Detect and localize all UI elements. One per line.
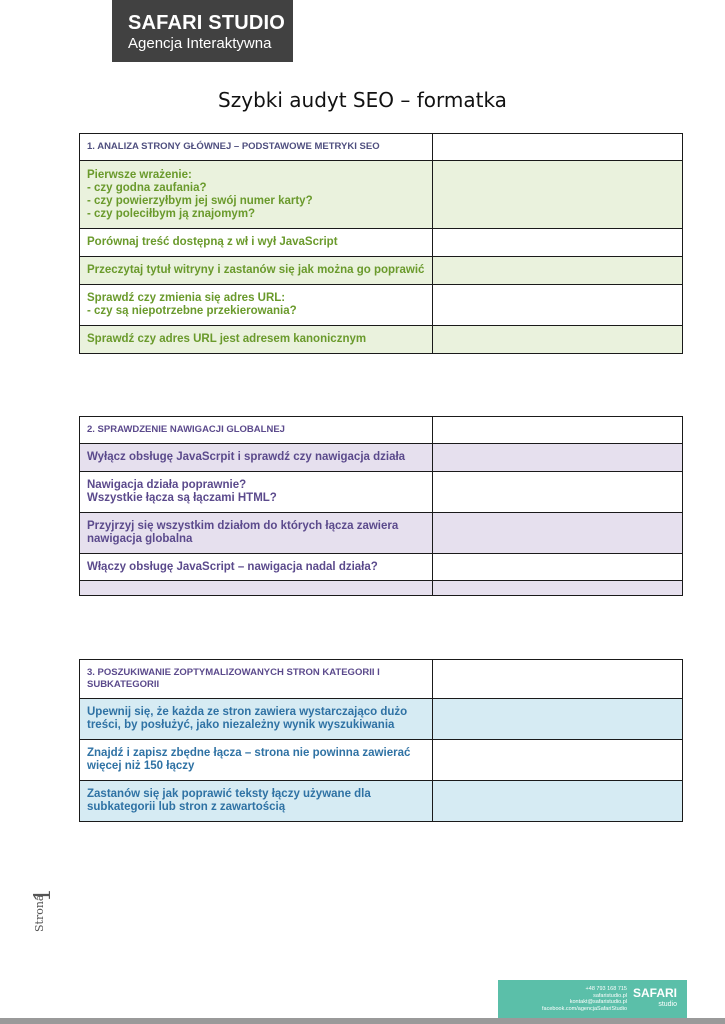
question-cell [80, 581, 433, 596]
question-cell: Przyjrzyj się wszystkim działom do których łącza zawiera nawigacja globalna [80, 513, 433, 554]
page-number-value: 1 [31, 888, 56, 902]
section-header: 1. ANALIZA STRONY GŁÓWNEJ – PODSTAWOWE METRYKI SEO [80, 134, 433, 161]
logo-name: SAFARI STUDIO [128, 12, 286, 34]
table-row [80, 161, 683, 229]
answer-cell[interactable] [433, 229, 683, 257]
answer-cell[interactable] [433, 257, 683, 285]
table-row [80, 472, 683, 513]
footer-email[interactable]: kontakt@safaristudio.pl [569, 999, 627, 1006]
footer-phone: +48 793 168 715 [585, 986, 627, 992]
section-header-row [80, 134, 683, 161]
question-cell: Włączy obsługę JavaScript – nawigacja nadal działa? [80, 554, 433, 581]
question-cell: Przeczytaj tytuł witryny i zastanów się jak można go poprawić [80, 257, 433, 285]
logo-tagline: Agencja Interaktywna [128, 35, 272, 52]
answer-cell[interactable] [433, 513, 683, 554]
question-cell: Upewnij się, że każda ze stron zawiera wystarczająco dużo treści, by posłużyć, jako niezależny wynik wyszukiwania [80, 699, 433, 740]
table-row [80, 513, 683, 554]
table-row [80, 444, 683, 472]
answer-cell[interactable] [433, 660, 683, 699]
table-row [80, 257, 683, 285]
answer-cell[interactable] [433, 740, 683, 781]
answer-cell[interactable] [433, 781, 683, 822]
answer-cell[interactable] [433, 285, 683, 326]
question-cell: Zastanów się jak poprawić teksty łączy używane dla subkategorii lub stron z zawartością [80, 781, 433, 822]
answer-cell[interactable] [433, 161, 683, 229]
section-2-table [79, 416, 683, 596]
answer-cell[interactable] [433, 134, 683, 161]
question-cell: Porównaj treść dostępną z wł i wył JavaScript [80, 229, 433, 257]
company-logo [112, 0, 293, 62]
section-header: 2. SPRAWDZENIE NAWIGACJI GLOBALNEJ [80, 417, 433, 444]
answer-cell[interactable] [433, 554, 683, 581]
section-header-row [80, 660, 683, 699]
answer-cell[interactable] [433, 417, 683, 444]
answer-cell[interactable] [433, 326, 683, 354]
footer-website[interactable]: safaristudio.pl [593, 992, 627, 999]
answer-cell[interactable] [433, 472, 683, 513]
table-row [80, 285, 683, 326]
section-1-table [79, 133, 683, 354]
question-cell: Sprawdź czy zmienia się adres URL: - czy są niepotrzebne przekierowania? [80, 285, 433, 326]
footer-logo-sub: studio [658, 1001, 677, 1008]
section-header-row [80, 417, 683, 444]
footer-facebook[interactable]: facebook.com/agencjaSafariStudio [542, 1005, 627, 1012]
table-row [80, 740, 683, 781]
document-title: Szybki audyt SEO – formatka [218, 88, 507, 112]
section-3-table [79, 659, 683, 822]
question-cell: Wyłącz obsługę JavaScrpit i sprawdź czy nawigacja działa [80, 444, 433, 472]
question-cell: Pierwsze wrażenie: - czy godna zaufania? - czy powierzyłbym jej swój numer karty? - czy poleciłbym ją znajomym? [80, 161, 433, 229]
question-cell: Znajdź i zapisz zbędne łącza – strona nie powinna zawierać więcej niż 150 łączy [80, 740, 433, 781]
table-row [80, 781, 683, 822]
footer-logo [633, 987, 677, 1011]
page-number [29, 884, 63, 934]
table-row [80, 581, 683, 596]
table-row [80, 229, 683, 257]
table-row [80, 326, 683, 354]
table-row [80, 699, 683, 740]
answer-cell[interactable] [433, 581, 683, 596]
answer-cell[interactable] [433, 699, 683, 740]
question-cell: Sprawdź czy adres URL jest adresem kanonicznym [80, 326, 433, 354]
footer-logo-text: SAFARI [632, 986, 677, 1000]
answer-cell[interactable] [433, 444, 683, 472]
table-row [80, 554, 683, 581]
section-header: 3. POSZUKIWANIE ZOPTYMALIZOWANYCH STRON KATEGORII I SUBKATEGORII [80, 660, 433, 699]
page-label: Strona [33, 894, 46, 932]
footer-divider [0, 1018, 725, 1024]
question-cell: Nawigacja działa poprawnie? Wszystkie łącza są łączami HTML? [80, 472, 433, 513]
